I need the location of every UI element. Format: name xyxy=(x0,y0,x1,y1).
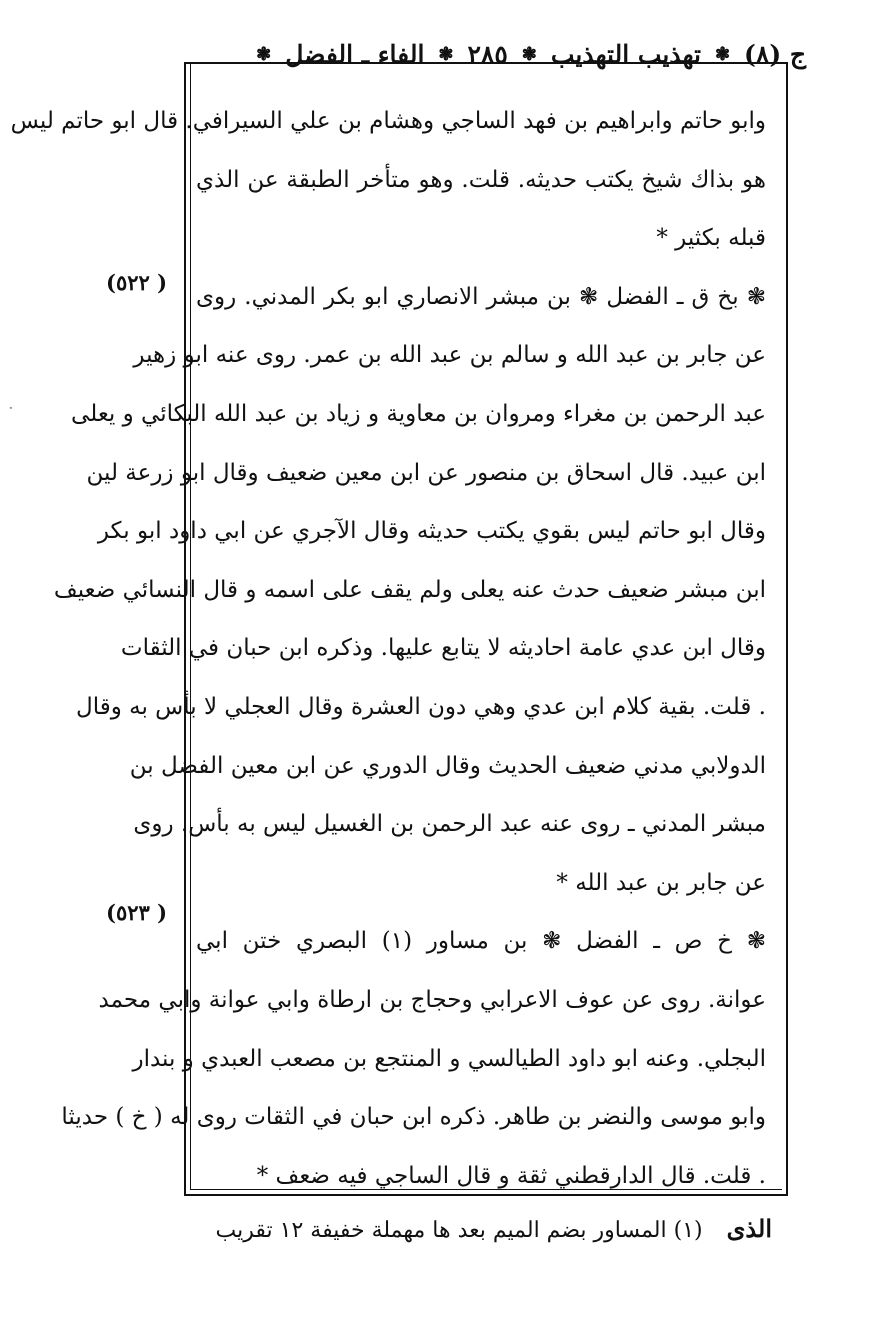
ornament-icon: ❃ xyxy=(438,43,454,65)
text-line: وقال ابن عدي عامة احاديثه لا يتابع عليها. وذكره ابن حبان في الثقات xyxy=(120,635,766,662)
catchword: الذى xyxy=(726,1214,772,1243)
text-line: . قلت. قال الدارقطني ثقة و قال الساجي فيه ضعف * xyxy=(256,1162,766,1189)
text-line: ابن مبشر ضعيف حدث عنه يعلى ولم يقف على اسمه و قال النسائي ضعيف xyxy=(53,576,766,603)
ornament-icon: ❃ xyxy=(714,43,731,65)
ornament-icon: ❃ xyxy=(256,43,272,65)
text-line: هو بذاك شيخ يكتب حديثه. قلت. وهو متأخر الطبقة عن الذي xyxy=(196,166,766,193)
text-line: البجلي. وعنه ابو داود الطيالسي و المنتجع بن مصعب العبدي و بندار xyxy=(132,1045,766,1072)
footnote: (١) المساور بضم الميم بعد ها مهملة خفيفة ١٢ تقريب xyxy=(215,1218,703,1243)
section-title: الفاء ـ الفضل xyxy=(285,39,425,69)
entry-heading-line: ❃ بخ ق ـ الفضل ❃ بن مبشر الانصاري ابو بكر المدني. روى xyxy=(196,283,766,310)
text-line: عن جابر بن عبد الله * xyxy=(556,869,766,896)
text-line: عبد الرحمن بن مغراء ومروان بن معاوية و زياد بن عبد الله البكائي و يعلى xyxy=(71,400,766,427)
ornament-icon: ❃ xyxy=(521,43,537,65)
text-line: قبله بكثير * xyxy=(656,225,766,252)
text-line: وقال ابو حاتم ليس بقوي يكتب حديثه وقال الآجري عن ابي داود ابو بكر xyxy=(97,518,766,545)
text-line: وابو حاتم وابراهيم بن فهد الساجي وهشام بن علي السيرافي. قال ابو حاتم ليس xyxy=(10,108,766,134)
text-line: مبشر المدني ـ روى عنه عبد الرحمن بن الغسيل ليس به بأس. روى xyxy=(133,811,766,838)
volume-label: ج (٨) xyxy=(744,39,806,69)
text-line: ابن عبيد. قال اسحاق بن منصور عن ابن معين ضعيف وقال ابو زرعة لين xyxy=(86,459,766,486)
book-title: تهذيب التهذيب xyxy=(550,39,701,69)
text-line: عن جابر بن عبد الله و سالم بن عبد الله بن عمر. روى عنه ابو زهير xyxy=(133,342,766,369)
page-footer xyxy=(212,1214,772,1243)
text-line: . قلت. بقية كلام ابن عدي وهي دون العشرة وقال العجلي لا بأس به وقال xyxy=(76,693,766,720)
page-number: ٢٨٥ xyxy=(467,39,508,69)
text-line: وابو موسى والنضر بن طاهر. ذكره ابن حبان في الثقات روى له ( خ ) حديثا xyxy=(61,1104,766,1131)
text-line: عوانة. روى عن عوف الاعرابي وحجاج بن ارطاة وابي عوانة وابي محمد xyxy=(98,986,766,1013)
entry-number: ( ٥٢٢) xyxy=(106,270,168,295)
entry-number: ( ٥٢٣) xyxy=(106,900,168,925)
entry-heading-line: ❃ خ ص ـ الفضل ❃ بن مساور (١) البصري ختن ابي xyxy=(196,928,766,955)
text-line: الدولابي مدني ضعيف الحديث وقال الدوري عن ابن معين الفضل بن xyxy=(129,752,766,779)
scan-mark: · xyxy=(8,398,14,419)
